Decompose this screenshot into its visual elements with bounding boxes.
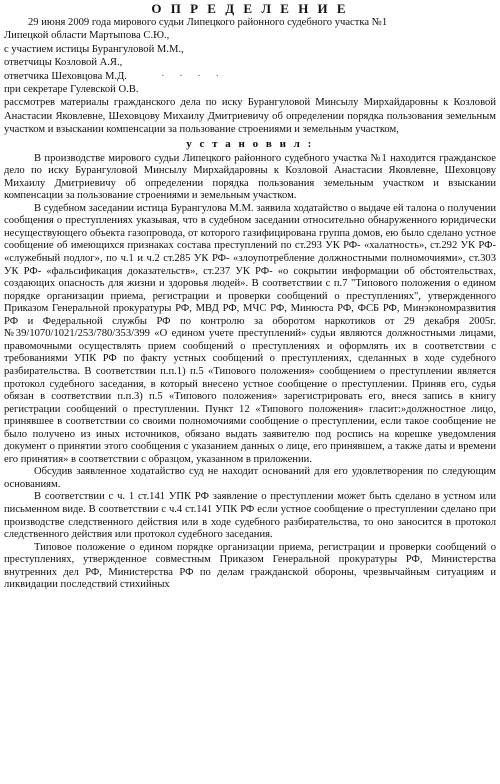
paragraph-3: Обсудив заявленное ходатайство суд не находит оснований для его удовлетворения по следующим основаниям. [4, 466, 496, 490]
participants-line-plaintiff: с участием истицы Бурангуловой М.М., [4, 43, 184, 55]
participants-line-defendant-1: ответчицы Козловой А.Я., [4, 57, 123, 69]
document-header [4, 16, 496, 137]
secretary-line: при секретаре Гулевской О.В. [4, 84, 139, 96]
document-body [4, 153, 496, 592]
scan-marks: · · · · [160, 70, 226, 82]
paragraph-4: В соответствии с ч. 1 ст.141 УПК РФ заявление о преступлении может быть сделано в устном или письменном виде. В соответствии с ч.4 ст.141 УПК РФ если устное сообщение о преступлении сделано при производстве следственного действия или в ходе судебного разбирательства, то оно заносится в протокол следственного действия или протокол судебного заседания. [4, 491, 496, 541]
document-title: О П Р Е Д Е Л Е Н И Е [151, 1, 349, 16]
defendant-2-text: ответчика Шеховцова М.Д. [4, 70, 127, 82]
court-line: Липецкой области Мартыпова С.Ю., [4, 30, 170, 42]
considering-paragraph: рассмотрев материалы гражданского дела по иску Бурангуловой Минсылу Мирхайдаровны к Козловой Анастасии Яковлевне, Шеховцову Михаилу Дмитриевичу об определении порядка пользования земельным участком и взыскании компенсации за пользование строениями и земельным участком, [4, 97, 496, 136]
section-title: у с т а н о в и л : [186, 137, 314, 150]
date-line: 29 июня 2009 года мирового судьи Липецкого районного судебного участка №1 [28, 17, 388, 28]
paragraph-1: В производстве мирового судьи Липецкого районного судебного участка №1 находится гражданское дело по иску Бурангуловой Минсылу Мирхайдаровны к Козловой Анастасии Яковлевне, Шеховцову Михаилу Дмитриевичу об определении порядка пользования земельным участком и взыскании компенсации за пользование строениями и земельным участком. [4, 152, 496, 202]
paragraph-2: В судебном заседании истица Бурангулова М.М. заявила ходатайство о выдаче ей талона о получении сообщения о преступлениях указывая, что в судебном заседании относительно обнаруженного юридически несуществующего объекта газопровода, от которого газифицирована группа домов, ею было сделано устное сообщение об имеющихся признаках состава преступлений по ст.293 УК РФ- «халатность», ст.292 УК РФ- «служебный подлог», по ч.1 и ч.2 ст.285 УК РФ- «злоупотребление должностными полномочиями», ст.303 УК РФ- «фальсификация доказательств», ст.237 УК РФ- «о сокрытии информации об обстоятельствах, создающих опасность для жизни и здоровья людей». В соответствии с п.7 "Типового положения о едином порядке организации приема, регистрации и проверки сообщений о преступлениях", утвержденного Приказом Генеральной прокуратуры РФ, МВД РФ, МЧС РФ, Минюста РФ, ФСБ РФ, Минэкономразвития РФ и Федеральной службы РФ по контролю за оборотом наркотиков от 29 декабря 2005г. №39/1070/1021/253/780/353/399 «О едином учете преступлений» судьи являются должностными лицами, правомочными осуществлять прием сообщений о преступлениях и оформлять их в соответствии с требованиями УПК РФ по факту устных сообщений о преступлениях, сделанных в ходе судебного разбирательства. В соответствии п.п.1) п.5 «Типового положения» сообщением о преступлении является протокол судебного заседания, в который внесено устное сообщение о преступлении. Приняв его, судья обязан в соответствии п.п.3) п.5 «Типового положения» зарегистрировать его, внеся запись в книгу регистрации сообщений о преступлении. Пункт 12 «Типового положения» гласит:»должностное лицо, принявшее в соответствии со своими полномочиями сообщение о преступлении, если такое сообщение не было получено из иных источников, обязано выдать заявителю под роспись на корешке уведомления документ о принятии этого сообщения с указанием данных о лице, его принявшем, а также даты и времени его принятия» в соответствии с образцом, указанном в приложении. [4, 202, 496, 465]
paragraph-5: Типовое положение о едином порядке организации приема, регистрации и проверки сообщений о преступлениях, утвержденное совместным Приказом Генеральной прокуратуры РФ, Министерства внутренних дел РФ, Министерства РФ по делам гражданской обороны, чрезвычайным ситуациям и ликвидации последствий стихийных [4, 541, 496, 591]
participants-line-defendant-2 [4, 70, 496, 83]
